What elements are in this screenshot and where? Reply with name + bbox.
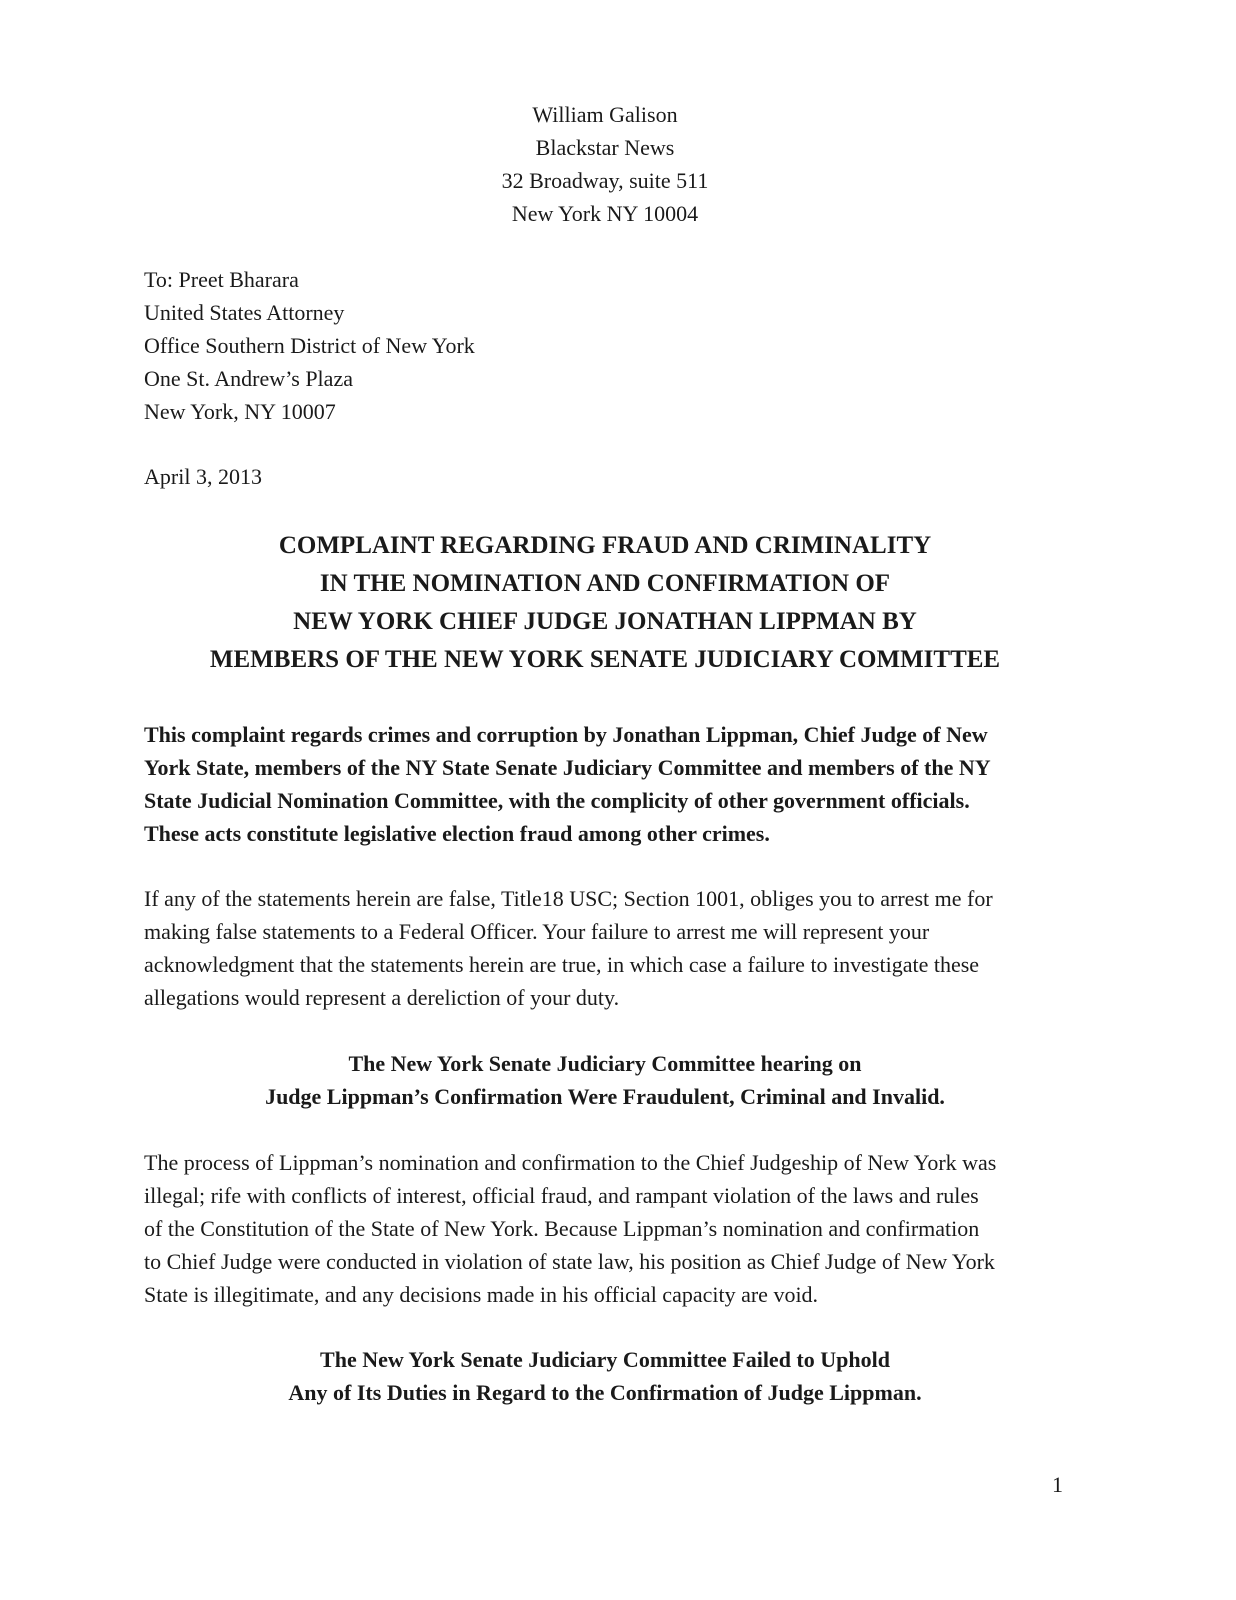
title-line: NEW YORK CHIEF JUDGE JONATHAN LIPPMAN BY [293,608,917,635]
paragraph-line: State is illegitimate, and any decisions made in his official capacity are void. [144,1282,819,1307]
complaint-summary [144,718,991,850]
paragraph-line: The process of Lippman’s nomination and confirmation to the Chief Judgeship of New York was [144,1150,997,1175]
sender-address-block [0,98,1210,230]
heading-line: Judge Lippman’s Confirmation Were Fraudulent, Criminal and Invalid. [265,1084,945,1109]
section-heading-duties [0,1343,1210,1409]
page-number: 1 [1052,1472,1063,1497]
title-line: COMPLAINT REGARDING FRAUD AND CRIMINALITY [278,532,932,559]
sender-name: William Galison [532,102,678,127]
paragraph-line: illegal; rife with conflicts of interest, official fraud, and rampant violation of the laws and rules [144,1183,979,1208]
title-line: IN THE NOMINATION AND CONFIRMATION OF [319,570,891,597]
paragraph-false-statements [144,882,993,1014]
heading-line: The New York Senate Judiciary Committee Failed to Uphold [320,1347,890,1372]
letter-date: April 3, 2013 [144,464,262,489]
title-line: MEMBERS OF THE NEW YORK SENATE JUDICIARY COMMITTEE [209,646,1001,673]
recipient-city: New York, NY 10007 [144,399,336,424]
paragraph-line: If any of the statements herein are false, Title18 USC; Section 1001, obliges you to arrest me for [144,886,993,911]
summary-line: State Judicial Nomination Committee, with the complicity of other government officials. [144,788,970,813]
recipient-street: One St. Andrew’s Plaza [144,366,353,391]
summary-line: York State, members of the NY State Senate Judiciary Committee and members of the NY [144,755,991,780]
paragraph-line: acknowledgment that the statements herein are true, in which case a failure to investigate these [144,952,980,977]
recipient-office: Office Southern District of New York [144,333,475,358]
sender-organization: Blackstar News [535,135,675,160]
paragraph-line: of the Constitution of the State of New York. Because Lippman’s nomination and confirmation [144,1216,980,1241]
summary-line: This complaint regards crimes and corruption by Jonathan Lippman, Chief Judge of New [144,722,988,747]
recipient-address-block [144,263,475,428]
complaint-title [0,527,1210,679]
section-heading-hearing [0,1047,1210,1113]
recipient-name: To: Preet Bharara [144,267,299,292]
paragraph-line: making false statements to a Federal Officer. Your failure to arrest me will represent your [144,919,930,944]
recipient-title: United States Attorney [144,300,345,325]
paragraph-nomination-process [144,1146,996,1311]
paragraph-line: to Chief Judge were conducted in violation of state law, his position as Chief Judge of New York [144,1249,995,1274]
heading-line: The New York Senate Judiciary Committee hearing on [348,1051,862,1076]
paragraph-line: allegations would represent a dereliction of your duty. [144,985,620,1010]
sender-city: New York NY 10004 [511,201,699,226]
summary-line: These acts constitute legislative election fraud among other crimes. [144,821,770,846]
heading-line: Any of Its Duties in Regard to the Confirmation of Judge Lippman. [288,1380,922,1405]
sender-street: 32 Broadway, suite 511 [501,168,709,193]
